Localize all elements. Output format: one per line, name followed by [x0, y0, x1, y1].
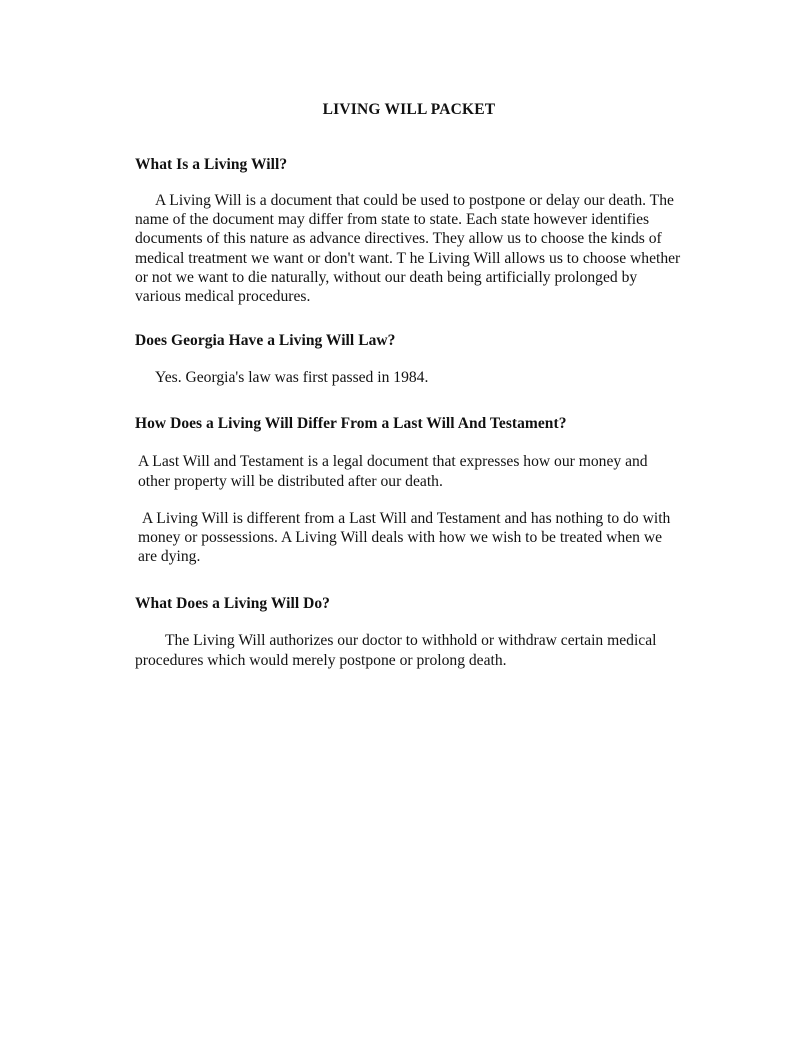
spacer [135, 387, 683, 415]
paragraph-what-is-a-living-will: A Living Will is a document that could be used to postpone or delay our death. The name of the document may differ from state to state. Each state however identifies documents of this nature as advance directives. They allow us to choose the kinds of medical treatment we want or don't want. T he Living Will allows us to choose whether or not we want to die naturally, without our death being artificially prolonged by various medical procedures. [135, 192, 681, 306]
spacer [135, 119, 683, 156]
paragraph-what-does-a-living-will-do: The Living Will authorizes our doctor to withhold or withdraw certain medical procedures which would merely postpone or prolong death. [135, 632, 657, 669]
paragraph-last-will-definition: A Last Will and Testament is a legal document that expresses how our money and other property will be distributed after our death. [138, 453, 648, 490]
section-heading-what-does-a-living-will-do: What Does a Living Will Do? [135, 595, 330, 613]
paragraph-georgia-living-will-law: Yes. Georgia's law was first passed in 1984. [155, 369, 429, 387]
spacer [135, 306, 683, 332]
section-heading-living-will-vs-last-will: How Does a Living Will Differ From a Last Will And Testament? [135, 415, 567, 433]
paragraph-living-will-difference: A Living Will is different from a Last Will and Testament and has nothing to do with money or possessions. A Living Will deals with how we wish to be treated when we are dying. [138, 509, 671, 566]
document-body [135, 0, 683, 670]
section-heading-georgia-living-will-law: Does Georgia Have a Living Will Law? [135, 332, 396, 350]
spacer [135, 350, 683, 368]
spacer [135, 566, 683, 595]
spacer [135, 491, 683, 509]
spacer [135, 433, 683, 452]
section-heading-what-is-a-living-will: What Is a Living Will? [135, 156, 288, 173]
spacer [135, 613, 683, 631]
spacer [135, 174, 683, 191]
page-title: LIVING WILL PACKET [322, 101, 496, 118]
